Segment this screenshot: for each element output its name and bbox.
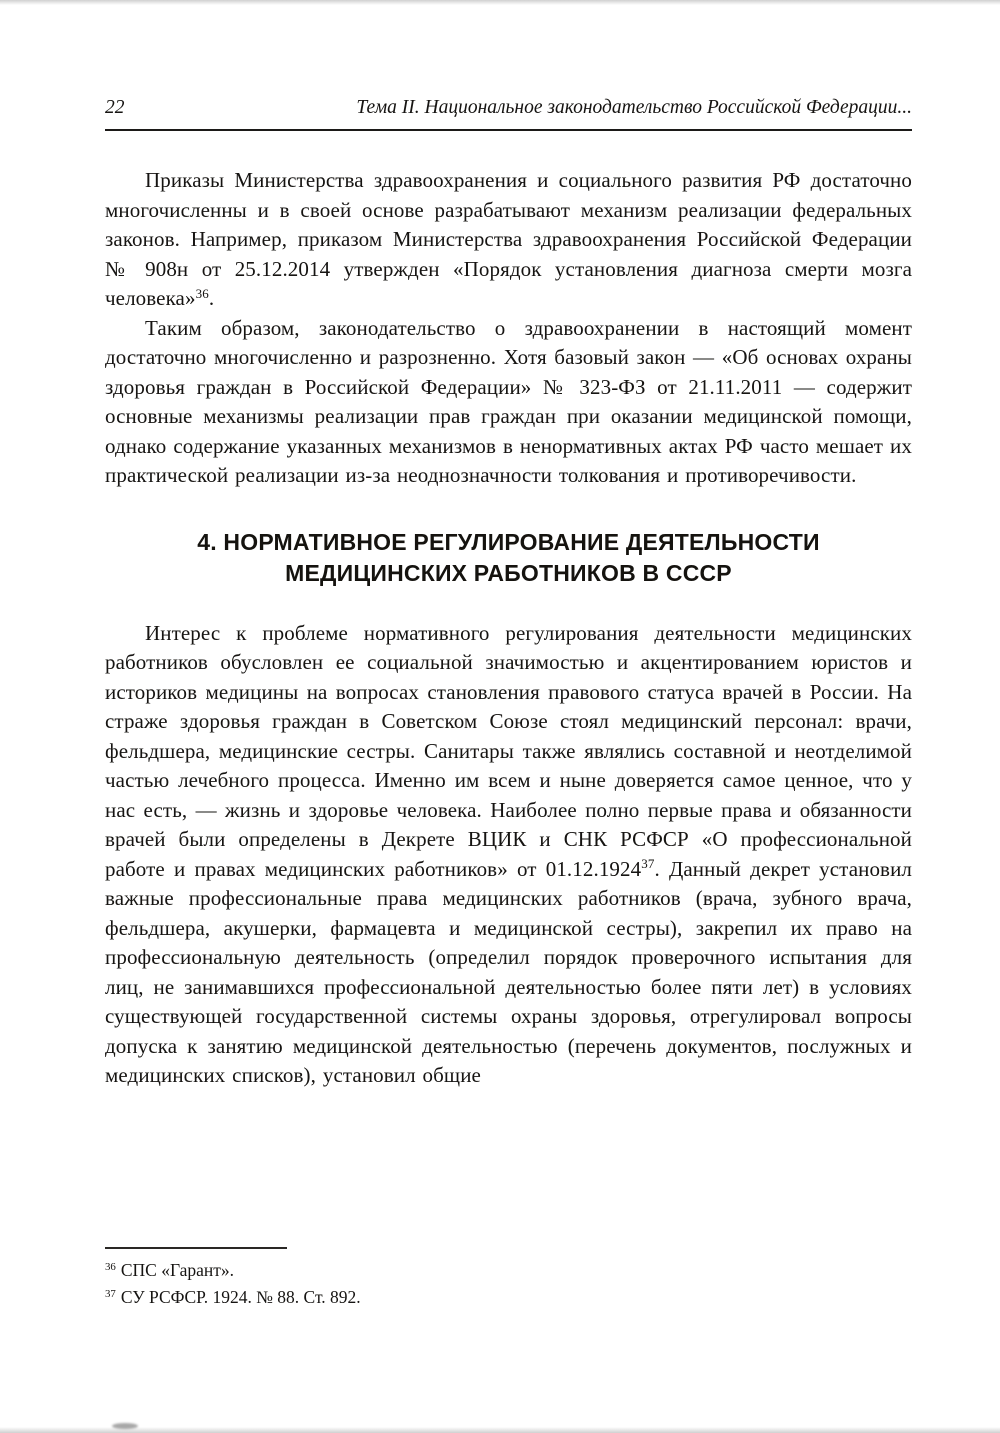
page-header [105,96,912,131]
scan-edge-top [0,0,1000,5]
paragraph-2: Таким образом, законодательство о здравоохранении в настоящий момент достаточно многочисленно и разрозненно. Хотя базовый закон — «Об основах охраны здоровья граждан в Российской Федерации» № 323-ФЗ от 21.11.2011 — содержит основные механизмы реализации прав граждан при оказании медицинской помощи, однако содержание указанных механизмов в ненормативных актах РФ часто мешает их практической реализации из-за неоднозначности толкования и противоречивости. [105,315,912,487]
footnote-36 [105,1257,912,1284]
footnote-37-text: СУ РСФСР. 1924. № 88. Ст. 892. [120,1286,361,1307]
footnotes-block [105,1247,912,1310]
paragraph-1 [105,166,912,314]
footnote-37 [105,1284,912,1311]
footnote-36-text: СПС «Гарант». [120,1260,235,1280]
running-title: Тема II. Национальное законодательство Российской Федерации... [356,97,912,118]
footnote-36-marker: 36 [105,1261,116,1274]
paragraph-3-text-2: . Данный декрет установил важные профессиональные права медицинских работников (врача, зубного врача, фельдшера, акушерки, фармацевта и медицинской сестры), закрепил их право на профессиональную деятельность (определил порядок проверочного испытания для лиц, не занимавшихся профессиональной деятельностью более пяти лет) в условиях существующей государственной системы охраны здоровья, отрегулировал вопросы допуска к занятию медицинской деятельностью (перечень документов, послужных и медицинских списков), установил общие [105,856,912,1087]
footnote-37-marker: 37 [105,1287,116,1300]
page-body [105,166,912,1274]
footnote-separator [105,1247,287,1249]
scan-edge-bottom [0,1427,1000,1433]
page-number: 22 [105,97,125,118]
section-heading: 4. НОРМАТИВНОЕ РЕГУЛИРОВАНИЕ ДЕЯТЕЛЬНОСТИ МЕДИЦИНСКИХ РАБОТНИКОВ В СССР [197,528,820,586]
paragraph-1-text: Приказы Министерства здравоохранения и социального развития РФ достаточно многочисленны и в своей основе разрабатывают механизм реализации федеральных законов. Например, приказом Министерства здравоохранения Российской Федерации № 908н от 25.12.2014 утвержден «Порядок установления диагноза смерти мозга человека» [105,168,912,310]
paragraph-3-text-1: Интерес к проблеме нормативного регулирования деятельности медицинских работников обусловлен ее социальной значимостью и акцентированием юристов и историков медицины на вопросах становления правового статуса врачей в России. На страже здоровья граждан в Советском Союзе стоял медицинский персонал: врачи, фельдшера, медицинские сестры. Санитары также являлись составной и неотделимой частью лечебного процесса. Именно им всем и ныне доверяется самое ценное, что у нас есть, — жизнь и здоровье человека. Наиболее полно первые права и обязанности врачей были определены в Декрете ВЦИК и СНК РСФСР «О профессиональной работе и правах медицинских работников» от 01.12.1924 [105,620,912,881]
footnote-ref-37: 37 [641,856,655,872]
footnote-ref-36: 36 [195,285,209,301]
paragraph-1-tail: . [208,286,215,310]
paragraph-3 [105,619,912,1091]
